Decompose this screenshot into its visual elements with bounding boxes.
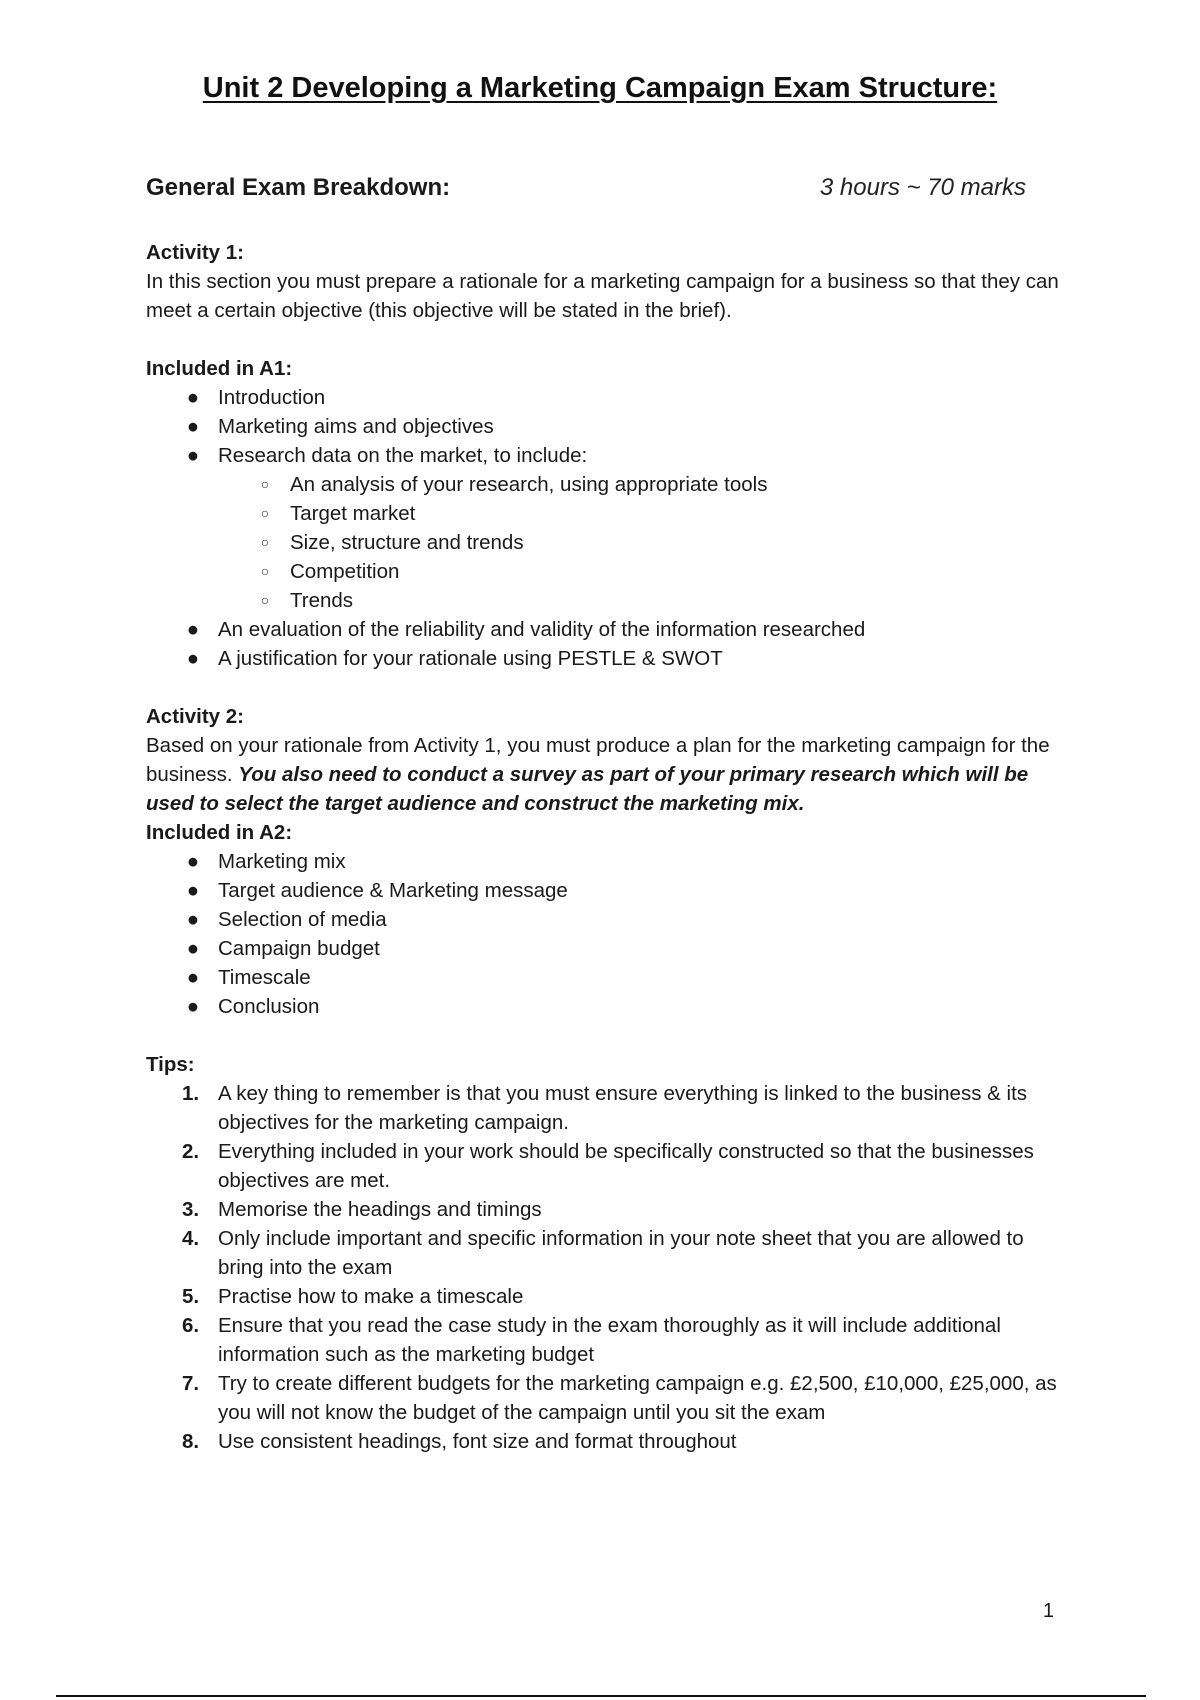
activity1-label: Activity 1: xyxy=(146,241,244,264)
activity2-list xyxy=(146,847,1066,1021)
tip-number: 3. xyxy=(182,1198,200,1221)
tip-item: 5. Practise how to make a timescale xyxy=(146,1282,1066,1311)
page-number: 1 xyxy=(1042,1600,1054,1622)
tip-number: 8. xyxy=(182,1430,200,1453)
bullet-icon: ● xyxy=(186,879,200,902)
document-title: Unit 2 Developing a Marketing Campaign Exam Structure: xyxy=(202,72,998,104)
bullet-icon: ● xyxy=(186,647,200,670)
tip-item: 8. Use consistent headings, font size and format throughout xyxy=(146,1427,1066,1456)
list-item: ● Introduction xyxy=(146,383,1066,412)
sub-list-item: ○ Competition xyxy=(218,557,1066,586)
tip-number: 2. xyxy=(182,1140,200,1163)
list-item: ● Marketing mix xyxy=(146,847,1066,876)
tip-item: 2. Everything included in your work should be specifically constructed so that the businesses objectives are met. xyxy=(146,1137,1066,1195)
footer-divider xyxy=(56,1695,1146,1697)
breakdown-duration-marks: 3 hours ~ 70 marks xyxy=(819,174,1026,201)
breakdown-row xyxy=(146,174,1026,208)
activity2-emphasis: You also need to conduct a survey as part of your primary research which will be used to select the target audience and construct the marketing mix. xyxy=(146,763,1029,815)
activity2-label: Activity 2: xyxy=(146,705,244,728)
tip-number: 5. xyxy=(182,1285,200,1308)
sub-bullet-icon: ○ xyxy=(260,476,270,492)
list-item: ● An evaluation of the reliability and validity of the information researched xyxy=(146,615,1066,644)
tips-list xyxy=(146,1079,1066,1456)
tips-label: Tips: xyxy=(146,1053,195,1076)
bullet-icon: ● xyxy=(186,937,200,960)
bullet-icon: ● xyxy=(186,415,200,438)
list-item: ● Marketing aims and objectives xyxy=(146,412,1066,441)
list-item: ● Conclusion xyxy=(146,992,1066,1021)
list-item: ● Selection of media xyxy=(146,905,1066,934)
bullet-icon: ● xyxy=(186,386,200,409)
activity1-included-label: Included in A1: xyxy=(146,357,293,380)
tip-number: 1. xyxy=(182,1082,200,1105)
tip-item: 7. Try to create different budgets for the marketing campaign e.g. £2,500, £10,000, £25,000, as you will not know the budget of the campaign until you sit the exam xyxy=(146,1369,1066,1427)
activity2-included-label: Included in A2: xyxy=(146,821,293,844)
tip-item: 3. Memorise the headings and timings xyxy=(146,1195,1066,1224)
bullet-icon: ● xyxy=(186,444,200,467)
tip-item: 1. A key thing to remember is that you must ensure everything is linked to the business & its objectives for the marketing campaign. xyxy=(146,1079,1066,1137)
bullet-icon: ● xyxy=(186,995,200,1018)
tip-number: 6. xyxy=(182,1314,200,1337)
list-item: ● Research data on the market, to include: ○ An analysis of your research, using appropriate tools ○ Target market ○ Size, structure and trends ○ Competition ○ Trends xyxy=(146,441,1066,615)
sub-bullet-icon: ○ xyxy=(260,563,270,579)
sub-bullet-icon: ○ xyxy=(260,505,270,521)
sub-list-item: ○ Target market xyxy=(218,499,1066,528)
tip-number: 7. xyxy=(182,1372,200,1395)
activity1-list xyxy=(146,383,1066,673)
sub-list-item: ○ Trends xyxy=(218,586,1066,615)
activity2-text: Based on your rationale from Activity 1, you must produce a plan for the marketing campaign for the business. You also need to conduct a survey as part of your primary research which will be used to select the target audience and construct the marketing mix. xyxy=(146,734,1050,815)
sub-list-item: ○ Size, structure and trends xyxy=(218,528,1066,557)
bullet-icon: ● xyxy=(186,618,200,641)
bullet-icon: ● xyxy=(186,908,200,931)
list-item: ● A justification for your rationale using PESTLE & SWOT xyxy=(146,644,1066,673)
list-item: ● Campaign budget xyxy=(146,934,1066,963)
breakdown-heading: General Exam Breakdown: xyxy=(146,174,451,201)
tip-item: 4. Only include important and specific information in your note sheet that you are allowed to bring into the exam xyxy=(146,1224,1066,1282)
sub-bullet-icon: ○ xyxy=(260,592,270,608)
list-item: ● Target audience & Marketing message xyxy=(146,876,1066,905)
bullet-icon: ● xyxy=(186,850,200,873)
sub-bullet-icon: ○ xyxy=(260,534,270,550)
tip-item: 6. Ensure that you read the case study in the exam thoroughly as it will include additional information such as the marketing budget xyxy=(146,1311,1066,1369)
sub-list-item: ○ An analysis of your research, using appropriate tools xyxy=(218,470,1066,499)
activity1-sub-list xyxy=(218,470,1066,615)
document-body xyxy=(146,238,1066,1456)
activity1-text: In this section you must prepare a rationale for a marketing campaign for a business so that they can meet a certain objective (this objective will be stated in the brief). xyxy=(146,270,1059,322)
list-item: ● Timescale xyxy=(146,963,1066,992)
tip-number: 4. xyxy=(182,1227,200,1250)
bullet-icon: ● xyxy=(186,966,200,989)
